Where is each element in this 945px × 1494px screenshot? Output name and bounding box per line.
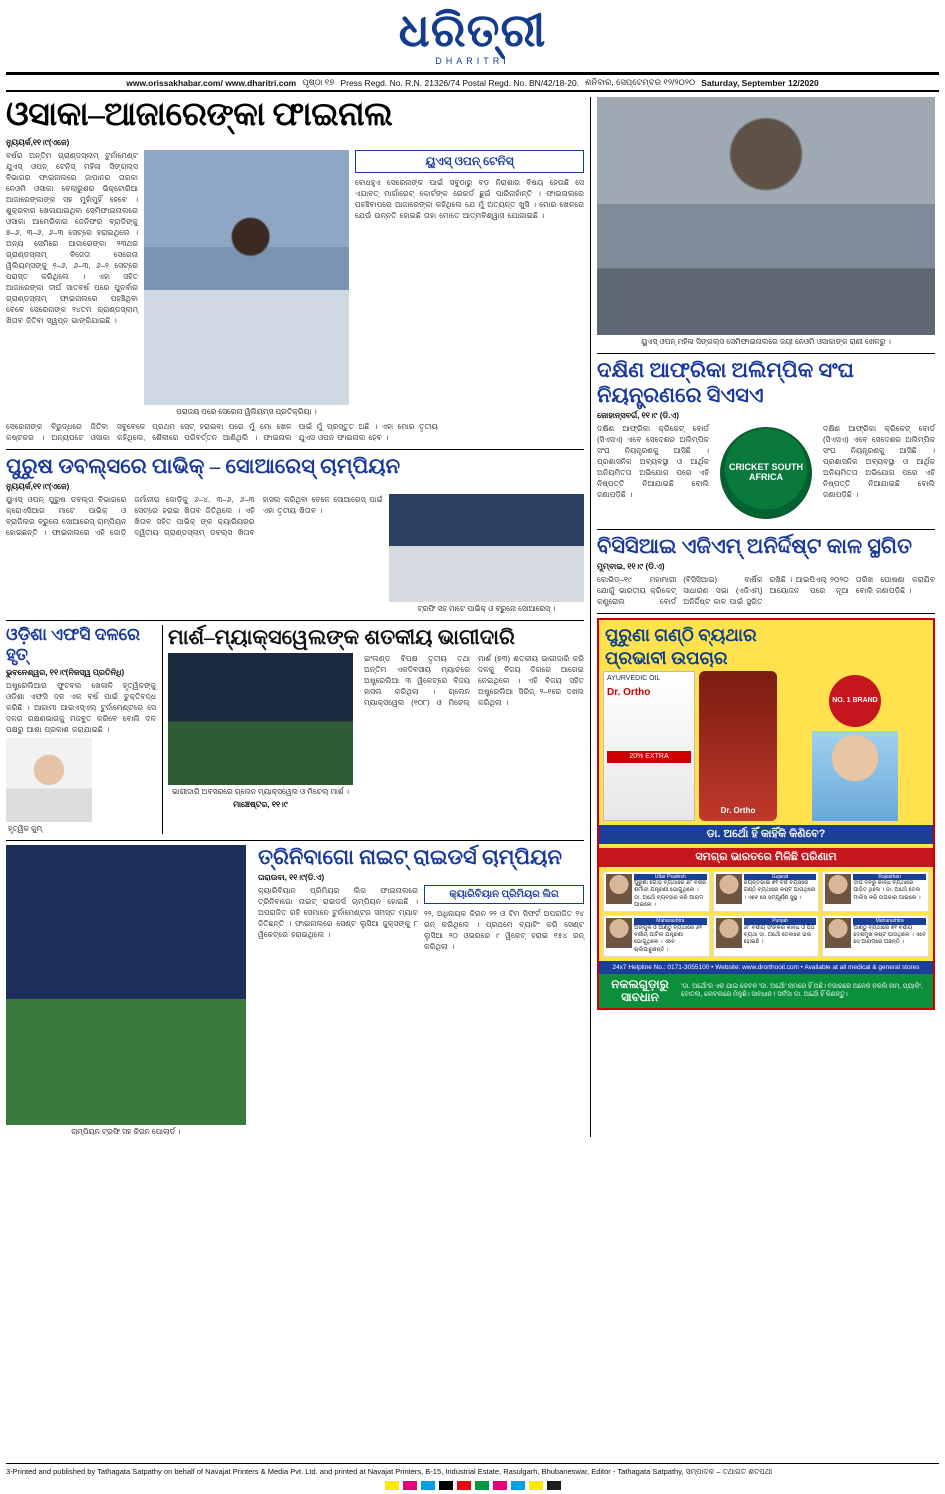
cpl-body: କ୍ୟାରିବିୟାନ ପ୍ରିମିୟର ଲିଗ ଫାଇନାଲରେ ତ୍ରିନିବାଗୋ ନାଇଟ୍ ରାଇଡର୍ସ ଚାମ୍ପିୟନ ହୋଇଛି । ଅପରାଜିତ ରହି ସେମାନେ ଟୁର୍ନାମେଣ୍ଟର ସମସ୍ତ ମ୍ୟାଚ ଜିତିଛନ୍ତି । ଫାଇନାଲରେ ସେଣ୍ଟ ଲୁସିଆ ଜୁକ୍ସଙ୍କୁ ୮ ୱିକେଟ୍‌ରେ ହରାଇଥିଲେ । (258, 886, 418, 940)
testimonial-avatar (825, 874, 851, 904)
testimonial-item (713, 871, 820, 913)
sa-cricket-story (597, 358, 935, 523)
cpl-story (6, 845, 584, 1137)
ad-product-row (599, 671, 933, 821)
ad-offer-badge-box: 20% EXTRA (607, 751, 691, 763)
ad-warning (599, 974, 933, 1008)
right-column (590, 97, 935, 1137)
testimonial-item (603, 871, 710, 913)
testimonial-text: ପୁରୁଣା ଗୋଡ଼ ବ୍ୟଥାରେ ୬୮ ବର୍ଷର ଶର୍ମାଜୀ ଯନ୍ତ୍ରଣା ଭୋଗୁଥିଲେ । ଡା. ଅର୍ଥୋ ବ୍ୟବହାର କରି ଆରାମ ପାଇଲେ । (634, 880, 707, 908)
advertisement-dr-ortho[interactable] (597, 618, 935, 1010)
testimonial-text: ୬୮ ବର୍ଷୀୟ ସିଂଙ୍କର କାନ୍ଧ ଓ ପିଠି ବ୍ୟଥା ଡା. ଅର୍ଥୋ ତେଲରେ ଭଲ ହୋଇଛି । (743, 924, 815, 946)
testimonial-state: Uttar Pradesh (634, 874, 707, 881)
photo-hritik-portrait (6, 738, 92, 822)
lead-dateline: ନ୍ୟୁୟର୍କ,୧୧।୯(ଏଜେ) (6, 137, 70, 147)
lead-body-2: ବୋଧହୁଏ ସେରେନାଙ୍କ ପାଇଁ ସବୁଠାରୁ ବଡ଼ ନିରାଶାର ବିଷୟ ହେଉଛି ସେ ଏଯାବତ୍ ମାର୍ଗାରେଟ୍ କୋର୍ଟଙ୍କ ରେକର୍ଡ ଛୁଇଁ ପାରିନାହାଁନ୍ତି । ଫାଇନାଲରେ ପହଞ୍ଚିବାପରେ ଆଜାରେଙ୍କା କହିଥିଲେ ଯେ ମୁଁ ଅତ୍ୟନ୍ତ ଖୁସି । ମୋର ଖେଳରେ ଯେଉଁ ଉନ୍ନତି ହୋଇଛି ତାହା ମୋତେ ଆତ୍ମବିଶ୍ୱାସ ଯୋଗାଇଛି । (355, 177, 584, 220)
info-bar (6, 74, 939, 92)
page-label: ପୃଷ୍ଠା ୧୭ (302, 77, 335, 87)
doubles-story (6, 454, 584, 614)
cricket-story (162, 625, 584, 835)
ad-bottle-label: Dr. Ortho (720, 805, 756, 815)
ad-testimonials (599, 867, 933, 961)
section-tag-usopen: ୟୁଏସ୍ ଓପନ୍ ଟେନିସ୍ (355, 150, 584, 173)
ad-warning-text: 'ଡା. ଅର୍ଥୋ'ର ଏକ ଯାଇ କେବଳ 'ଡା. ଅର୍ଥୋ' ନାମରେ ହିଁ ଅଛି। ବଜାରରେ ଅନେକ ନକଲି ନାମ, ପ୍ୟାକିଂ, ବୋତଲ, ଲେବଲରେ ମିଳୁଛି। ସାବଧାନ ! ସର୍ବଦା ଡା. ଅର୍ଥୋ ହିଁ କିଣନ୍ତୁ। (681, 982, 923, 998)
footer-imprint (6, 1463, 939, 1479)
footer-imprint-odia: ସମ୍ପାଦକ – ତଥାଗତ ଶତପଥୀ (685, 1467, 773, 1476)
ad-no1-badge: NO. 1 BRAND (829, 675, 881, 727)
color-swatch-green (475, 1481, 489, 1490)
bcci-headline: ବିସିସିଆଇ ଏଜିଏମ୍ ଅନିର୍ଦ୍ଦିଷ୍ଟ କାଳ ସ୍ଥଗିତ (597, 534, 912, 559)
color-swatch-cyan (421, 1481, 435, 1490)
odisha-dateline: ଭୁବନେଶ୍ୱର, ୧୧।୯(ନିଜସ୍ୱ ପ୍ରତିନିଧି) (6, 668, 125, 678)
testimonial-avatar (606, 918, 632, 948)
ad-product-box (603, 671, 695, 821)
ad-headline-2: ପ୍ରଭାବୀ ଉପଚାର (605, 648, 728, 668)
website-url[interactable]: www.orissakhabar.com/ www.dharitri.com (126, 77, 297, 88)
rule-after-doubles (6, 620, 584, 621)
color-registration-bar (6, 1479, 939, 1490)
photo-cpl-champion (6, 845, 246, 1125)
bcci-story (597, 534, 935, 607)
testimonial-state: Punjab (744, 918, 817, 925)
testimonial-item (603, 915, 710, 957)
testimonial-text: ଦୀର୍ଘ ଦିନରୁ କାନ୍ଧ ବ୍ୟଥାରେ ପୀଡ଼ିତ ଥିଲେ । ଡା. ଅର୍ଥୋ ତେଲ ମାଲିସ କରି ଉପକାର ପାଇଲେ । (853, 880, 921, 901)
date-odia: ଶନିବାର, ସେପ୍ଟେମ୍ବର ୧୨/୨୦୨୦ (585, 77, 696, 87)
lead-story (6, 97, 584, 443)
ad-celebrity-photo (812, 731, 898, 821)
page-body (6, 97, 939, 1137)
rule-after-mid (6, 840, 584, 841)
ad-brand-name: Dr. Ortho (607, 687, 651, 699)
testimonial-avatar (825, 918, 851, 948)
testimonial-state: Maharashtra (634, 918, 707, 925)
sa-headline: ଦକ୍ଷିଣ ଆଫ୍ରିକା ଅଲିମ୍ପିକ ସଂଘ ନିୟନ୍ତ୍ରଣରେ ସିଏସଏ (597, 357, 854, 407)
caption-serena: ପରାଜୟ ପରେ ସେରେନା ୱିଲିୟମ୍ସ ପ୍ରତିକ୍ରିୟା । (176, 406, 317, 416)
sa-body-cont: ଦକ୍ଷିଣ ଆଫ୍ରିକା କ୍ରିକେଟ୍ ବୋର୍ଡ (ସିଏସଏ) ଏବେ ସେଦେଶର ଅଲିମ୍ପିକ ସଂଘ ନିୟନ୍ତ୍ରଣକୁ ଆସିଛି । ପ୍ରଶାସନିକ ଅବ୍ୟବସ୍ଥା ଓ ଆର୍ଥିକ ଅନିୟମିତତା ଅଭିଯୋଗ ପରେ ଏହି ନିଷ୍ପତ୍ତି ନିଆଯାଇଛି ବୋଲି ଜଣାପଡ଼ିଛି । (823, 424, 935, 500)
caption-osaka: ୟୁଏସ୍ ଓପନ୍ ମହିଳା ସିଙ୍ଗଲ୍ସ ସେମିଫାଇନାଲରେ ଜୟୀ ନେଓମି ଓସାକାଙ୍କ ରାଣୀ ଖେଳରୁ । (641, 337, 891, 346)
section-tag-cpl: କ୍ୟାରିବିୟାନ ପ୍ରିମିୟର ଲିଗ (424, 885, 584, 904)
rule-after-osaka-photo (597, 353, 935, 354)
caption-cricket: ଭାଗୀଦାରି ଅବସରରେ ଗ୍ଲେନ ମ୍ୟାକ୍ସୱେଲ ଓ ମିଚେଲ୍ ମାର୍ଶ । (172, 786, 349, 796)
footer-imprint-text: 3-Printed and published by Tathagata Satpathy on behalf of Navajat Printers & Media Pvt. Ltd. and printed at Navajat Printers, B-15, Industrial Estate, Rasulgarh, Bhubaneswar, Editor - Tathagata Satpathy, (6, 1467, 684, 1476)
ad-brand-sub: AYURVEDIC OIL (607, 674, 661, 682)
testimonial-item (822, 915, 929, 957)
color-swatch-yellow-2 (529, 1481, 543, 1490)
doubles-dateline: ନ୍ୟୁୟର୍କ,୧୧।୯(ଏଜେ) (6, 481, 70, 491)
testimonial-item (822, 871, 929, 913)
color-swatch-red (457, 1481, 471, 1490)
sa-body: ଦକ୍ଷିଣ ଆଫ୍ରିକା କ୍ରିକେଟ୍ ବୋର୍ଡ (ସିଏସଏ) ଏବେ ସେଦେଶର ଅଲିମ୍ପିକ ସଂଘ ନିୟନ୍ତ୍ରଣକୁ ଆସିଛି । ପ୍ରଶାସନିକ ଅବ୍ୟବସ୍ଥା ଓ ଆର୍ଥିକ ଅନିୟମିତତା ଅଭିଯୋଗ ପରେ ଏହି ନିଷ୍ପତ୍ତି ନିଆଯାଇଛି ବୋଲି ଜଣାପଡ଼ିଛି । (597, 424, 709, 500)
doubles-headline: ପୁରୁଷ ଡବଲ୍ସରେ ପାଭିକ୍ – ସୋଆରେସ୍ ଚାମ୍ପିୟନ (6, 453, 401, 478)
testimonial-avatar (716, 874, 742, 904)
masthead (6, 4, 939, 68)
photo-doubles-champions (389, 494, 584, 602)
date-english: Saturday, September 12/2020 (701, 77, 819, 88)
cpl-headline: ତ୍ରିନିବାଗୋ ନାଇଟ୍ ରାଇଡର୍ସ ଚାମ୍ପିୟନ (258, 845, 562, 870)
testimonial-text: ଜୟନ୍ତିଭାଇ ୭୧ ବର୍ଷ ବୟସରେ ଗଣ୍ଠି ବ୍ୟଥାରେ କଷ୍ଟ ପାଉଥିଲେ । ଏବେ ସେ ସମ୍ପୂର୍ଣ୍ଣ ସୁସ୍ଥ । (743, 880, 816, 901)
caption-cpl: ଚାମ୍ପିୟନ ଟ୍ରଫି ସହ କିରନ ପୋଲାର୍ଡ । (71, 1127, 181, 1137)
testimonial-avatar (716, 918, 742, 948)
mid-row (6, 625, 584, 835)
testimonial-state: Gujarat (744, 874, 817, 881)
lead-body-1: ବର୍ଷର ଅନ୍ତିମ ଗ୍ରାଣ୍ଡସ୍ଲାମ୍ ଟୁର୍ନାମେଣ୍ଟ ଯୁଏସ୍ ଓପନ୍ ଟେନିସ୍ ମହିଳା ସିଙ୍ଗଲ୍ସ ବିଭାଗର ଫାଇନାଲରେ ଜାପାନର ତାରକା ନେଓମି ଓସାକା ବେଲାରୁଶର ଭିକ୍ଟୋରିଆ ଆଜାରେଙ୍କାଙ୍କ ସହ ମୁହାଁମୁହିଁ ହେବେ । ଶୁକ୍ରବାର ଖେଳାଯାଇଥିବା ସେମିଫାଇନାଲରେ ଓସାକା ଆମେରିକାର ଜେନିଫର ବ୍ରାଡିଙ୍କୁ ୭–୬, ୩–୬, ୬–୩ ସେଟ୍‌ରେ ହରାଇଥିଲେ । ଅନ୍ୟ ସେମିରେ ଆଜାରେଙ୍କା ୨୩ଥର ଗ୍ରାଣ୍ଡସ୍ଲାମ୍ ବିଜେତା ସେରେନା ୱିଲିୟମ୍ସଙ୍କୁ ୧–୬, ୬–୩, ୬–୨ ସେଟ୍‌ରେ ପରାସ୍ତ କରିଥିଲେ । ଏହା ସହିତ ଆଜାରେଙ୍କା ଦୀର୍ଘ ସାତବର୍ଷ ପରେ ପୁନର୍ବାର ଗ୍ରାଣ୍ଡସ୍ଲାମ୍ ଫାଇନାଲରେ ପହଞ୍ଚିଥିବା ବେଳେ ସେରେନାଙ୍କ ୨୪ତମ ଗ୍ରାଣ୍ଡସ୍ଲାମ୍ ଖିତାବ ଜିତିବା ସ୍ୱପ୍ନ ଭାଙ୍ଗିଯାଇଛି । (6, 150, 138, 325)
ad-headline-1: ପୁରୁଣା ଗଣ୍ଠି ବ୍ୟଥାର (605, 625, 757, 646)
odisha-body: ଅଷ୍ଟ୍ରେଲିଆର ଫୁଟବଲ ଖେଳାଳି ହୃତ୍ୱିକଙ୍କୁ ଓଡ଼ିଶା ଏଫସି ଦଳ ଏକ ବର୍ଷ ପାଇଁ ଚୁକ୍ତିବଦ୍ଧ କରିଛି । ଆଗାମୀ ଆଇଏସ୍ଏଲ୍ ଟୁର୍ନାମେଣ୍ଟରେ ସେ ଦଳର ରକ୍ଷଣଭାଗକୁ ମଜବୁତ କରିବେ ବୋଲି ଦଳ ପକ୍ଷରୁ ଆଶା ପ୍ରକାଶ କରାଯାଇଛି । (6, 681, 156, 735)
lead-body-3: ସେରେନାଙ୍କ ବିରୁଦ୍ଧରେ ଜିତିବା ସବୁବେଳେ କଷ୍ଟକର । ଅନ୍ୟପଟେ ଓସାକା କହିଥିଲେ, ପ୍ରଥମ ସେଟ୍ ହରାଇବା ପରେ ମୁଁ ମୋ ଖେଳ ଶୈଳୀରେ ପରିବର୍ତ୍ତନ ଆଣିଥିଲି । ଫାଇନାଲ ପାଇଁ ମୁଁ ପ୍ରସ୍ତୁତ ଅଛି । ଏହା ମୋର ତୃତୀୟ ଯୁଏସ ଓପନ ଫାଇନାଲ ହେବ । (6, 421, 438, 442)
color-swatch-magenta (403, 1481, 417, 1490)
caption-doubles: ଟ୍ରଫି ସହ ମାଟେ ପାଭିକ୍ ଓ ବ୍ରୁନୋ ସୋଆରେସ୍ । (417, 603, 556, 613)
odisha-headline: ଓଡ଼ିଶା ଏଫସି ଦଳରେ ହୃତ୍ (6, 624, 141, 665)
ad-helpline[interactable]: 24x7 Helpline No.: 0171-3055100 • Website: www.drorthooil.com • Available at all medical & general stores (599, 961, 933, 974)
color-swatch-magenta-2 (493, 1481, 507, 1490)
ad-strip-results: ସମଗ୍ର ଭାରତରେ ମିଳିଛି ପରିଣାମ (599, 848, 933, 867)
photo-serena-williams (144, 150, 349, 405)
testimonial-text: ଆଣ୍ଠୁ ବ୍ୟଥାରେ ୭୧ ବର୍ଷୀୟ ଦେଶମୁଖ କଷ୍ଟ ପାଉଥିଲେ । ଏବେ ସେ ଆରାମରେ ଅଛନ୍ତି । (853, 924, 926, 946)
sa-dateline: ଜୋହାନ୍ସବର୍ଗ, ୧୧।୯ (ଡି.ଏ) (597, 411, 679, 421)
cricket-body: ଇଂଲଣ୍ଡ ବିପକ୍ଷ ତୃତୀୟ ତଥା ଅନ୍ତିମ ଏକଦିବସୀୟ ମ୍ୟାଚରେ ଅଷ୍ଟ୍ରେଲିଆ ୩ ୱିକେଟ୍‌ରେ ବିଜୟ ହାସଲ କରିଥିଲା । ଗ୍ଲେନ ମ୍ୟାକ୍ସୱେଲ (୧୦୮) ଓ ମିଚେଲ୍ ମାର୍ଶ (୭୩) ଶତକୀୟ ଭାଗୀଦାରି କରି ଦଳକୁ ବିଜୟ ଦିଗରେ ଆଗେଇ ନେଇଥିଲେ । ଏହି ବିଜୟ ସହିତ ଅଷ୍ଟ୍ରେଲିଆ ସିରିଜ୍ ୨–୧ରେ ଦଖଲ କରିଥିଲା । (364, 653, 584, 707)
cpl-dateline: ତାରାଉବା, ୧୧।୯(ଡି.ଏ) (258, 873, 325, 883)
caption-hritik: ହୃତ୍ୱିକ କୁମ୍ (8, 824, 43, 834)
bcci-dateline: ମୁମ୍ବାଇ, ୧୧।୯ (ଡି.ଏ) (597, 562, 665, 572)
testimonial-text: ଅଙ୍ଗୁଳି ଓ ଆଣ୍ଠୁ ବ୍ୟଥାରେ ୬୧ ବର୍ଷୀୟ ପାଟିଲ ଯନ୍ତ୍ରଣା ଭୋଗୁଥିଲେ । ଏବେ ଚାଲିପାରୁଛନ୍ତି । (634, 924, 703, 953)
doubles-body: ୟୁଏସ୍ ଓପନ୍ ପୁରୁଷ ଡବଲ୍ସ ବିଭାଗରେ କ୍ରୋଏସିଆର ମାଟେ ପାଭିକ୍ ଓ ବ୍ରାଜିଲର ବ୍ରୁନୋ ସୋଆରେସ୍ ଚାମ୍ପିୟନ ହୋଇଛନ୍ତି । ଫାଇନାଲରେ ଏହି ଜୋଡ଼ି ଜର୍ମାନୀର ଜୋଡ଼ିକୁ ୬–୪, ୩–୬, ୬–୩ ସେଟ୍‌ରେ ହରାଇ ଖିତାବ ଜିତିଥିଲେ । ଏହି ଖିତାବ ସହିତ ପାଭିକ୍ ଙ୍କ କ୍ୟାରିୟରର ଦ୍ୱିତୀୟ ଗ୍ରାଣ୍ଡସ୍ଲାମ୍ ଡବଲ୍ସ ଖିତାବ ହାସଲ କରିଥିବା ବେଳେ ସୋଆରେସ୍ ପାଇଁ ଏହା ତୃତୀୟ ଖିତାବ । (6, 494, 383, 537)
color-swatch-cyan-2 (511, 1481, 525, 1490)
photo-naomi-osaka (597, 97, 935, 335)
color-swatch-key (547, 1481, 561, 1490)
testimonial-state: Maharashtra (853, 918, 926, 925)
ad-warning-title: ନକଲଗୁଡ଼ାରୁ ସାବଧାନ (611, 976, 669, 1004)
cricket-south-africa-logo: CRICKET SOUTH AFRICA (720, 427, 812, 519)
rule-after-lead (6, 449, 584, 450)
photo-marsh-maxwell (168, 653, 353, 785)
cricket-dateline: ମାଞ୍ଚେଷ୍ଟର, ୧୧।୯ (233, 799, 288, 809)
cpl-body-2: ୨୨, ଅଧିନାୟକ କିରନ ୨୨ ଓ ଟିମ ସିଫର୍ଟ ଅପରାଜିତ ୨୪ ରନ୍ କରିଥିଲେ । ପ୍ରଥମେ ବ୍ୟାଟିଂ କରି ସେଣ୍ଟ ଲୁସିଆ ୨୦ ଓଭରରେ ୯ ୱିକେଟ୍ ହରାଇ ୧୫୪ ରନ୍ କରିଥିଲା । (424, 909, 584, 952)
odisha-fc-story (6, 625, 156, 835)
page-footer (6, 1463, 939, 1490)
bcci-body: କୋଭିଡ୍–୧୯ ମହାମାରୀ ଯୋଗୁଁ ଭାରତୀୟ କ୍ରିକେଟ୍ କଣ୍ଟ୍ରୋଲ ବୋର୍ଡ (ବିସିସିଆଇ) ବାର୍ଷିକ ସାଧାରଣ ସଭା (ଏଜିଏମ୍) ଅନିର୍ଦ୍ଦିଷ୍ଟ କାଳ ପାଇଁ ସ୍ଥଗିତ ରଖିଛି । ଆଇପିଏଲ୍ ୨୦୨୦ ଆୟୋଜନ ପରେ ନୂଆ ତାରିଖ ଘୋଷଣା କରାଯିବ ବୋଲି ଜଣାପଡ଼ିଛି । (597, 575, 935, 607)
rule-after-bcci (597, 613, 935, 614)
cricket-headline: ମାର୍ଶ–ମ୍ୟାକ୍ସୱେଲଙ୍କ ଶତକୀୟ ଭାଗୀଦାରି (168, 624, 515, 649)
rule-after-sa (597, 529, 935, 530)
testimonial-item (713, 915, 820, 957)
testimonial-avatar (606, 874, 632, 904)
masthead-subtitle: DHARITRI (435, 56, 510, 66)
registration-info: Press Regd. No. R.N. 21326/74 Postal Regd. No. BN/42/18-20. (340, 77, 580, 88)
left-column (6, 97, 584, 1137)
lead-headline: ଓସାକା–ଆଜାରେଙ୍କା ଫାଇନାଲ (6, 97, 393, 133)
color-swatch-yellow (385, 1481, 399, 1490)
testimonial-state: Rajasthan (853, 874, 926, 881)
color-swatch-black (439, 1481, 453, 1490)
masthead-title: ଧରିତ୍ରୀ (398, 5, 547, 56)
ad-strip-why-buy: ଡା. ଅର୍ଥୋ ହିଁ କାହିଁକି କିଣିବେ? (599, 825, 933, 844)
ad-bottle (699, 671, 777, 821)
